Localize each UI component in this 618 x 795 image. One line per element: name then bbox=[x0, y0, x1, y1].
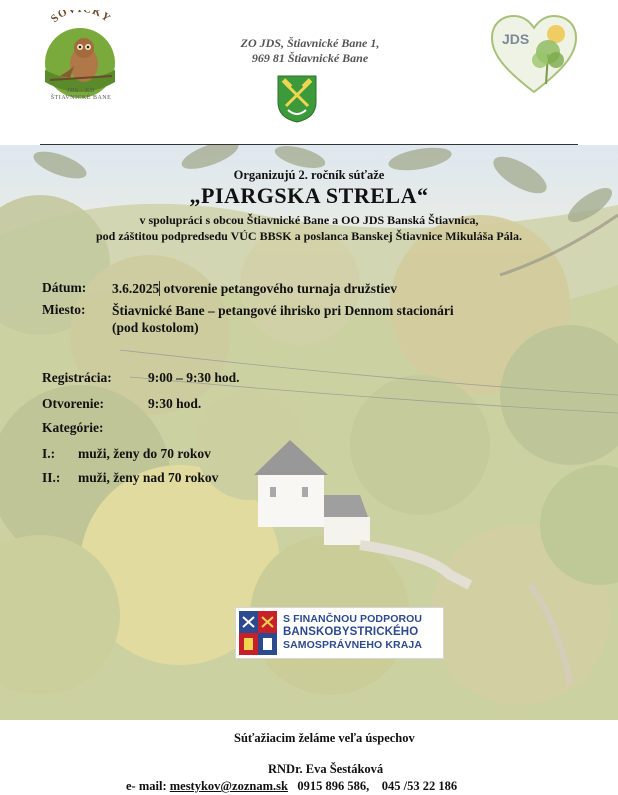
categories-label: Kategórie: bbox=[42, 420, 104, 435]
cooperation-line: v spolupráci s obcou Štiavnické Bane a OO JDS Banská Štiavnica, bbox=[139, 213, 479, 227]
date-label: Dátum: bbox=[42, 280, 87, 295]
date-row bbox=[112, 280, 552, 297]
funding-text bbox=[283, 613, 441, 652]
category-1-label: I.: bbox=[42, 446, 56, 461]
address-line-1: ZO JDS, Štiavnické Bane 1, bbox=[240, 36, 380, 50]
event-title: „PIARGSKA STRELA“ bbox=[189, 183, 429, 208]
logo-arc-text: SO KY bbox=[48, 10, 114, 26]
place-label: Miesto: bbox=[42, 302, 86, 317]
date-description: otvorenie petangového turnaja družstiev bbox=[160, 281, 397, 296]
svg-text:SOVIČKY bbox=[49, 10, 113, 25]
organizers-line: Organizujú 2. ročník súťaže bbox=[233, 168, 385, 182]
funding-line-3: SAMOSPRÁVNEHO KRAJA bbox=[283, 639, 422, 651]
funding-badge bbox=[236, 608, 443, 658]
address-line-2: 969 81 Štiavnické Bane bbox=[251, 51, 369, 65]
place-value-line-2: (pod kostolom) bbox=[112, 320, 199, 335]
logo-subtitle bbox=[46, 88, 116, 102]
patronage-line: pod záštitou podpredsedu VÚC BBSK a poslanca Banskej Štiavnice Mikuláša Pála. bbox=[96, 229, 522, 243]
closing-wish: Súťažiacim želáme veľa úspechov bbox=[234, 731, 415, 745]
email-label: e- mail: bbox=[126, 779, 170, 793]
funding-line-2: BANSKOBYSTRICKÉHO bbox=[283, 626, 419, 638]
logo-subtitle-1: JDS - KD bbox=[67, 88, 95, 94]
funding-line-1: S FINANČNOU PODPOROU bbox=[283, 613, 423, 625]
signature: RNDr. Eva Šestáková bbox=[268, 762, 384, 776]
place-value-line-1: Štiavnické Bane – petangové ihrisko pri Dennom stacionári bbox=[112, 303, 454, 318]
hammer-and-pick-crest-icon bbox=[276, 74, 318, 124]
category-2-label: II.: bbox=[42, 470, 61, 485]
organizer-address bbox=[200, 36, 420, 66]
place-value bbox=[112, 302, 552, 336]
category-1-value: muži, ženy do 70 rokov bbox=[78, 446, 211, 461]
email-link[interactable]: mestykov@zoznam.sk bbox=[169, 779, 288, 793]
contact-line bbox=[126, 779, 457, 794]
registration-value: 9:00 – 9:30 hod. bbox=[148, 370, 240, 385]
bbsk-coat-of-arms-icon bbox=[239, 611, 277, 655]
opening-label: Otvorenie: bbox=[42, 396, 104, 411]
phone-numbers: 0915 896 586, 045 /53 22 186 bbox=[287, 779, 458, 793]
category-2-value: muži, ženy nad 70 rokov bbox=[78, 470, 219, 485]
date-value: 3.6.2025 bbox=[112, 281, 160, 296]
registration-label: Registrácia: bbox=[42, 370, 112, 385]
jds-logo-text: JDS bbox=[502, 31, 530, 47]
jds-heart-logo bbox=[488, 14, 580, 96]
opening-value: 9:30 hod. bbox=[148, 396, 202, 411]
logo-subtitle-2: ŠTIAVNICKÉ BANE bbox=[50, 95, 112, 101]
